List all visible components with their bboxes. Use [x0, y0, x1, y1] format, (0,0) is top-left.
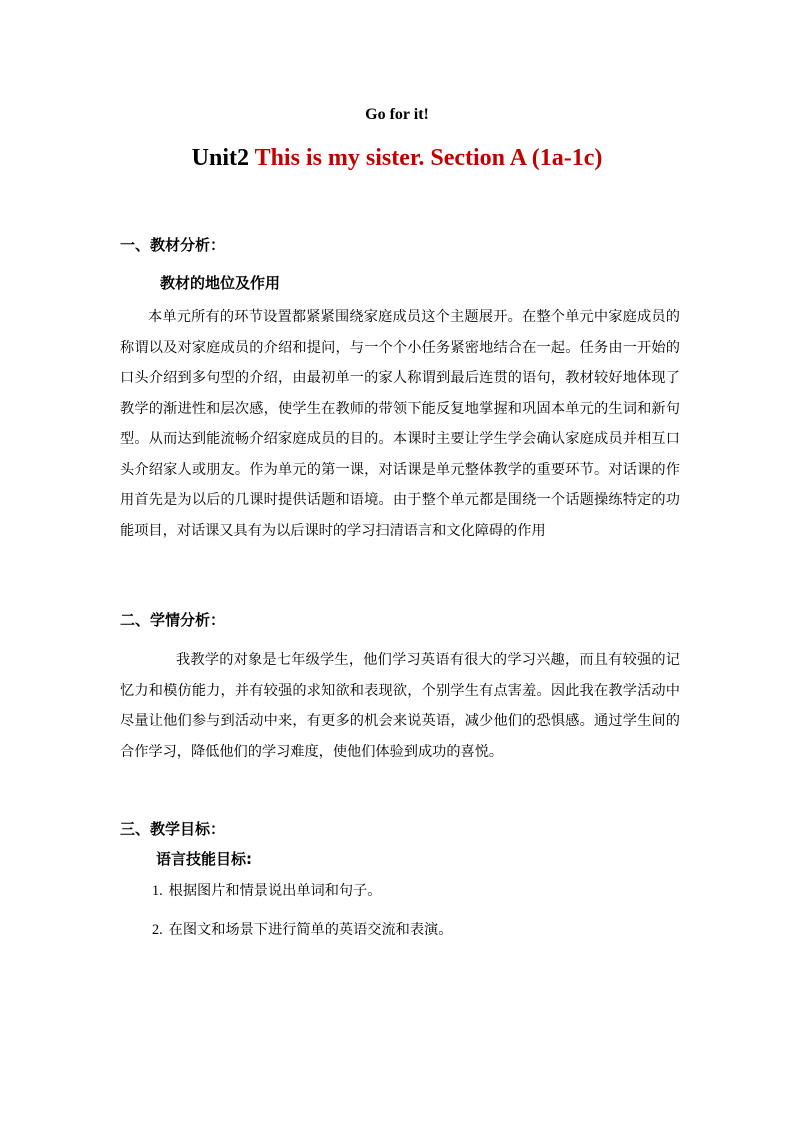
paragraph-text: 我教学的对象是七年级学生，他们学习英语有很大的学习兴趣，而且有较强的记忆力和模仿能力，并有较强的求知欲和表现欲，个别学生有点害羞。因此我在教学活动中尽量让他们参与到活动中来，有更多的机会来说英语，减少他们的恐惧感。通过学生间的合作学习，降低他们的学习难度，使他们体验到成功的喜悦。 [120, 652, 680, 760]
paragraph-text: 本单元所有的环节设置都紧紧围绕家庭成员这个主题展开。在整个单元中家庭成员的称谓以及对家庭成员的介绍和提问，与一个个小任务紧密地结合在一起。任务由一开始的口头介绍到多句型的介绍，由最初单一的家人称谓到最后连贯的语句，教材较好地体现了教学的渐进性和层次感，使学生在教师的带领下能反复地掌握和巩固本单元的生词和新句型。从而达到能流畅介绍家庭成员的目的。本课时主要让学生学会确认家庭成员并相互口头介绍家人或朋友。作为单元的第一课，对话课是单元整体教学的重要环节。对话课的作用首先是为以后的几课时提供话题和语境。由于整个单元都是围绕一个话题操练特定的功能项目，对话课又具有为以后课时的学习扫清语言和文化障碍的作用 [120, 309, 680, 539]
subheading-role: 教材的地位及作用 [160, 274, 281, 292]
title-lesson: This is my sister. Section A (1a-1c) [254, 145, 603, 171]
title-unit: Unit2 [191, 145, 255, 171]
goal-text: 在图文和场景下进行简单的英语交流和表演。 [168, 922, 453, 938]
section-heading-textbook-analysis: 一、教材分析： [120, 236, 226, 254]
section-heading-teaching-goals: 三、教学目标： [120, 820, 226, 838]
goal-number: 2. [152, 922, 163, 938]
paragraph-textbook-analysis [120, 302, 680, 546]
series-title: Go for it! [365, 106, 429, 123]
subheading-language-skills: 语言技能目标: [156, 850, 252, 868]
section-heading-student-analysis: 二、学情分析： [120, 611, 226, 629]
goal-item [152, 880, 381, 900]
goal-number: 1. [152, 883, 163, 899]
goal-item [152, 919, 452, 939]
paragraph-student-analysis [120, 645, 680, 767]
goal-text: 根据图片和情景说出单词和句子。 [168, 883, 382, 899]
lesson-title [0, 145, 794, 172]
